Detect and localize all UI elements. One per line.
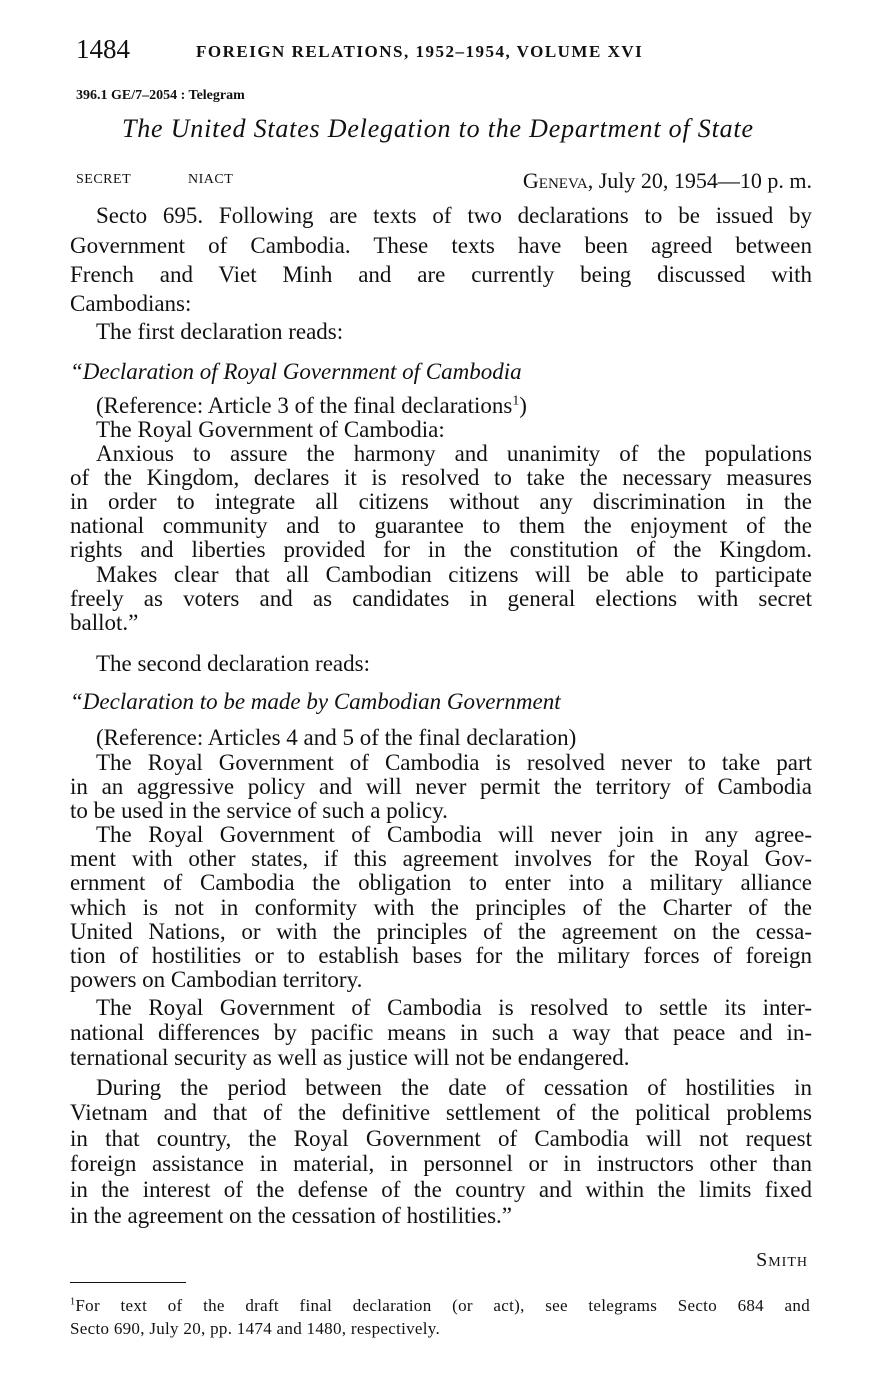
body-line: foreign assistance in material, in personnel or in instructors other than [70,1151,812,1176]
body-line: in that country, the Royal Government of Cambodia will not request [70,1126,812,1151]
body-line: which is not in conformity with the principles of the Charter of the [70,895,812,920]
body-line: in an aggressive policy and will never permit the territory of Cambodia [70,774,812,799]
body-line: During the period between the date of cessation of hostilities in [96,1075,812,1100]
body-line: national community and to guarantee to them the enjoyment of the [70,513,812,538]
body-line: ternational security as well as justice will not be endangered. [70,1045,630,1070]
body-line: ernment of Cambodia the obligation to enter into a military alliance [70,870,812,895]
body-line: The second declaration reads: [96,651,370,676]
reference-close: ) [519,393,527,418]
footnote-divider [70,1282,186,1283]
body-line: to be used in the service of such a policy. [70,798,448,823]
place: Geneva, [522,168,594,193]
footnote-line: Secto 690, July 20, pp. 1474 and 1480, respectively. [70,1319,441,1338]
body-line: The Royal Government of Cambodia will never join in any agree- [96,822,812,847]
body-line: French and Viet Minh and are currently being discussed with [70,262,812,287]
body-line: ballot.” [70,610,139,635]
footnote-line [70,1296,810,1316]
body-line: of the Kingdom, declares it is resolved to take the necessary measures [70,465,812,490]
body-line: in the agreement on the cessation of hostilities.” [70,1203,512,1228]
body-line: Anxious to assure the harmony and unanimity of the populations [96,441,812,466]
reference-text: (Reference: Article 3 of the final declarations [96,393,513,418]
place-date [523,168,812,194]
body-line: in the interest of the defense of the country and within the limits fixed [70,1177,812,1202]
file-number: 396.1 GE/7–2054 : Telegram [76,88,245,103]
body-line [96,393,812,419]
footnote-marker: 1 [512,392,520,408]
body-line: (Reference: Articles 4 and 5 of the final declaration) [96,725,577,750]
body-line: tion of hostilities or to establish bases for the military forces of foreign [70,943,812,968]
document-heading: The United States Delegation to the Department of State [122,114,754,143]
signature: Smith [756,1249,808,1271]
body-line: The Royal Government of Cambodia is resolved never to take part [96,750,812,775]
body-line: Vietnam and that of the definitive settlement of the political problems [70,1100,812,1125]
body-line: Makes clear that all Cambodian citizens will be able to participate [96,562,812,587]
precedence-label: NIACT [188,172,234,187]
body-line: The Royal Government of Cambodia is resolved to settle its inter- [96,995,812,1020]
body-line: “Declaration to be made by Cambodian Government [70,689,561,714]
telegram-meta [76,168,812,196]
footnote-text: For text of the draft final declaration (or act), see telegrams Secto 684 and [75,1296,810,1315]
body-line: Government of Cambodia. These texts have been agreed between [70,233,812,258]
running-head [76,34,816,68]
body-line: national differences by pacific means in such a way that peace and in- [70,1020,812,1045]
page-number: 1484 [76,34,130,64]
body-line: The first declaration reads: [96,319,344,344]
body-line: freely as voters and as candidates in general elections with secret [70,586,812,611]
body-line: rights and liberties provided for in the constitution of the Kingdom. [70,537,812,562]
body-line: United Nations, or with the principles of the agreement on the cessa- [70,919,812,944]
body-line: ment with other states, if this agreement involves for the Royal Gov- [70,846,812,871]
body-line: The Royal Government of Cambodia: [96,417,445,442]
body-line: powers on Cambodian territory. [70,967,363,992]
body-line: in order to integrate all citizens without any discrimination in the [70,489,812,514]
classification-label: SECRET [76,172,132,187]
body-line: “Declaration of Royal Government of Cambodia [70,359,522,384]
running-title: FOREIGN RELATIONS, 1952–1954, VOLUME XVI [196,42,644,61]
footnote-number: 1 [70,1296,76,1308]
body-line: Cambodians: [70,291,192,316]
date: July 20, 1954—10 p. m. [598,168,812,193]
body-line: Secto 695. Following are texts of two declarations to be issued by [96,203,812,228]
